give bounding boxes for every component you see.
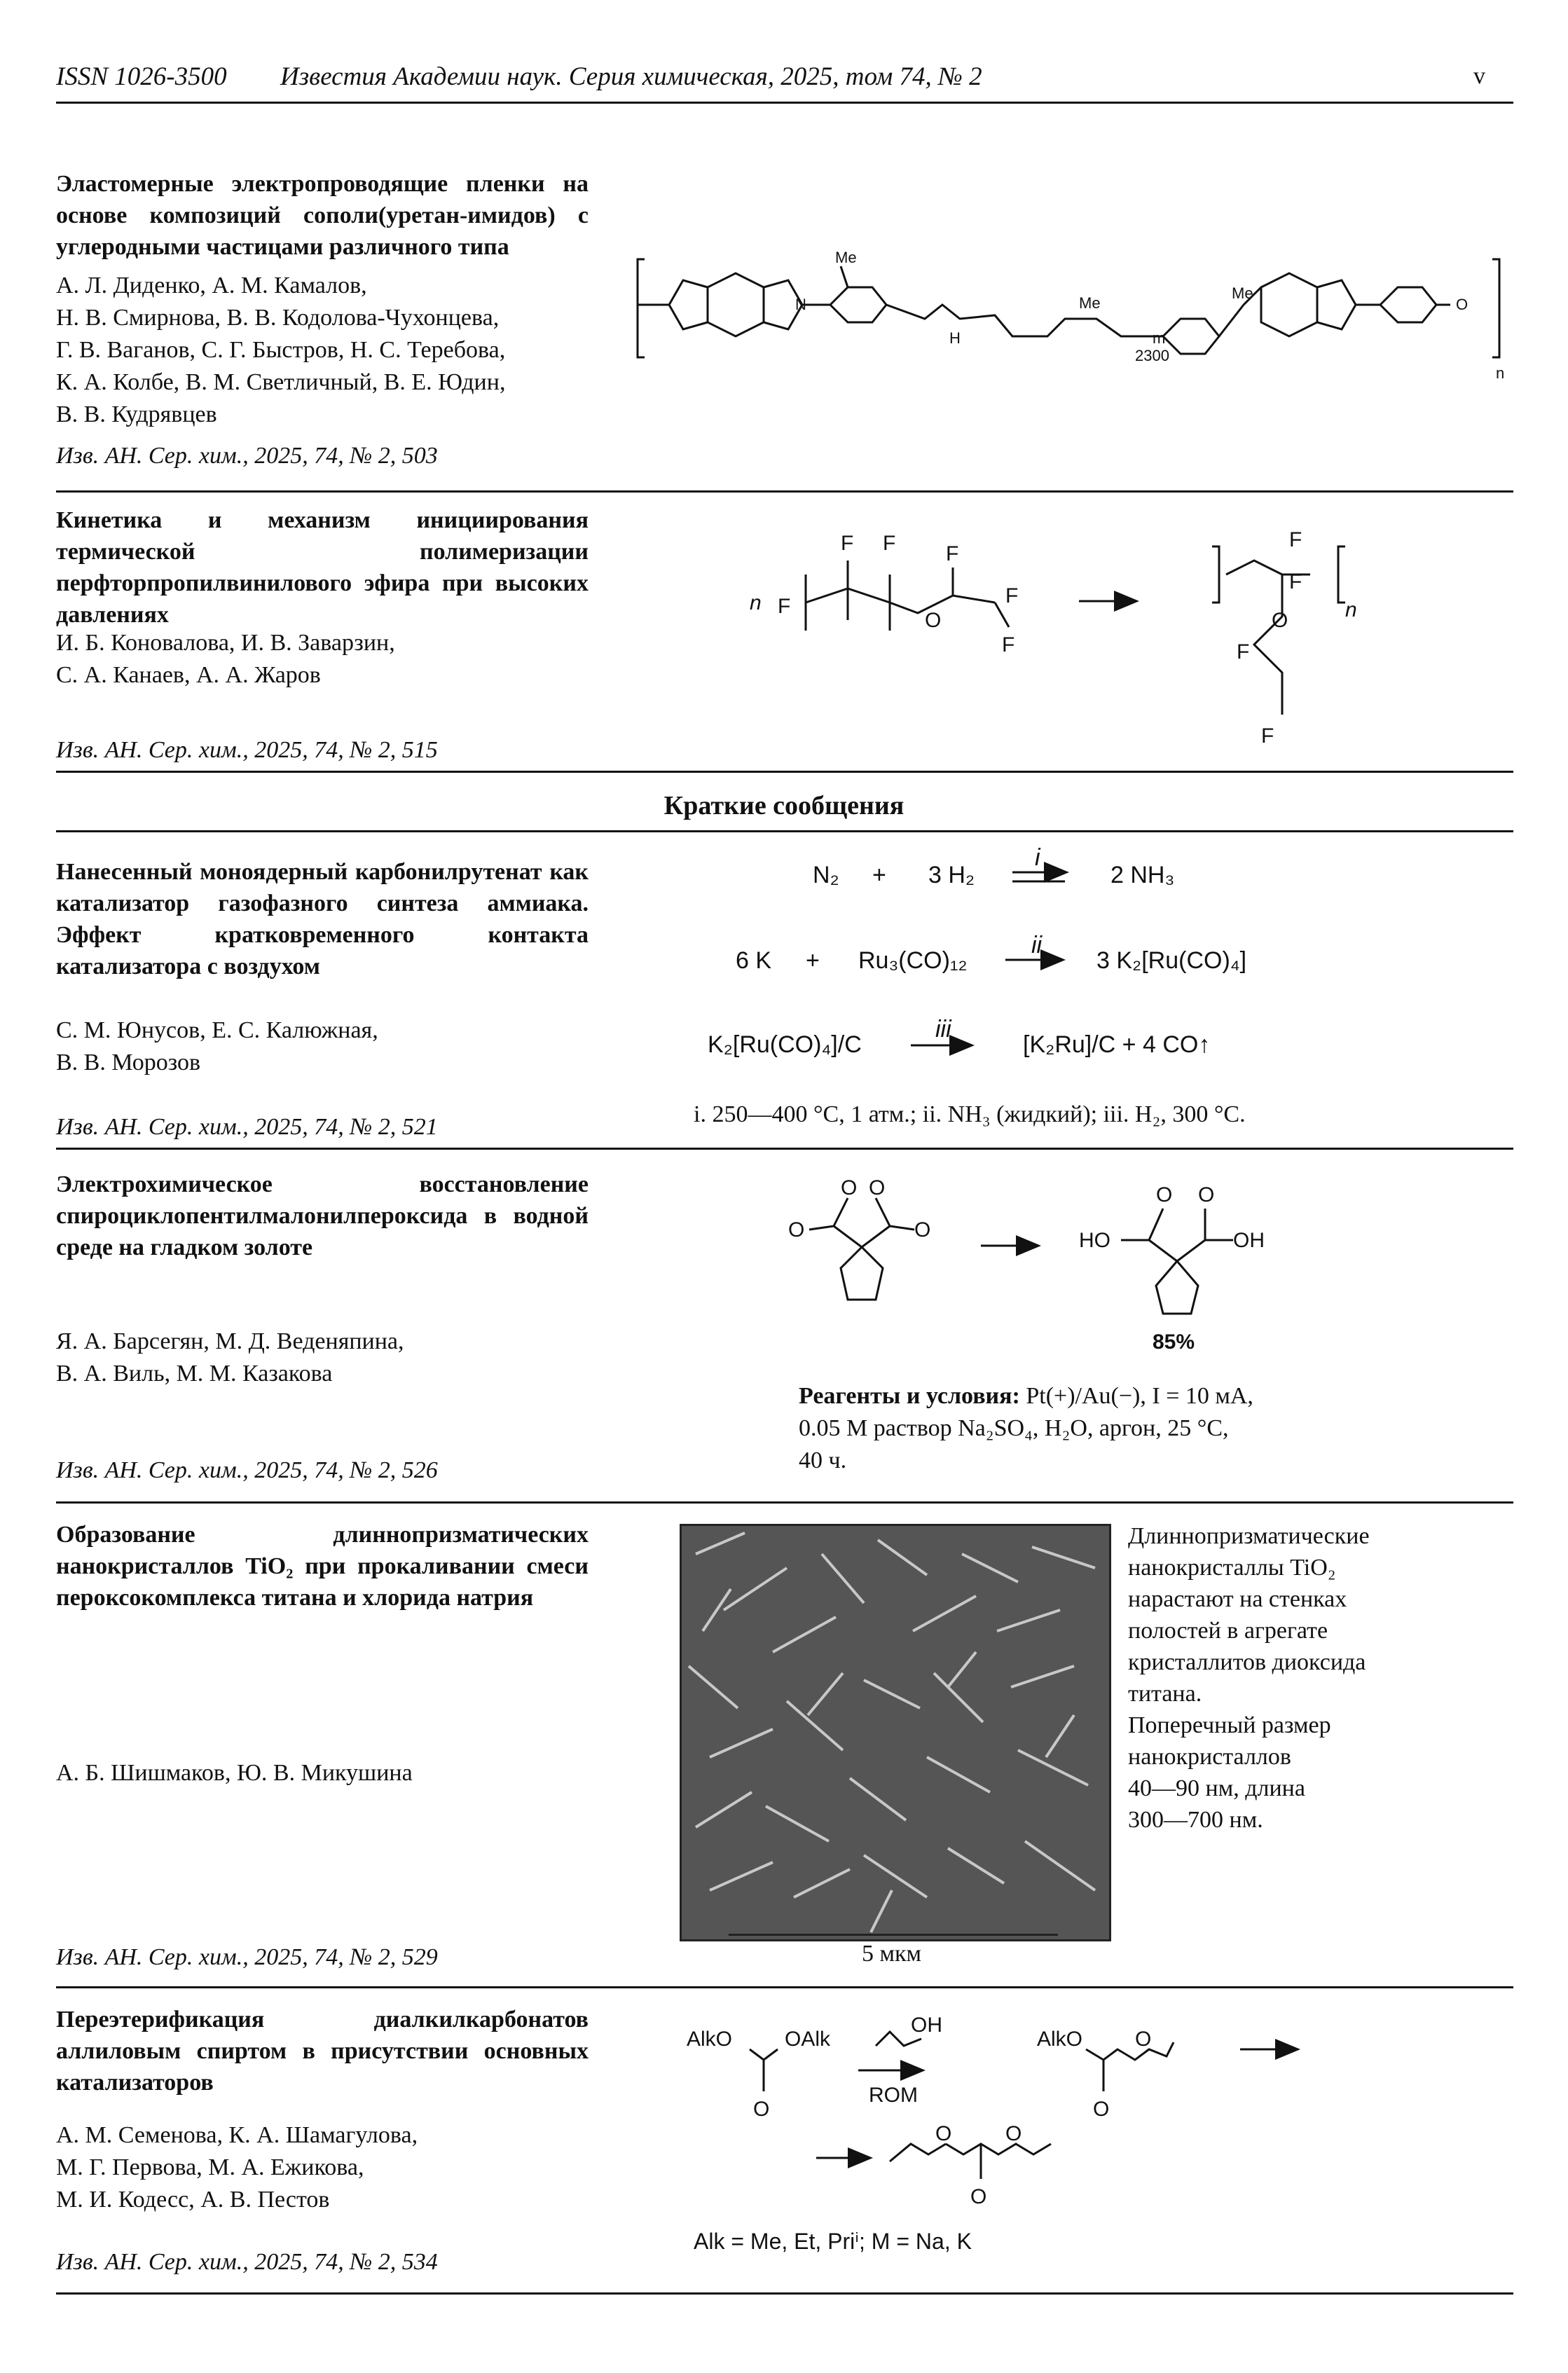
entry-authors bbox=[56, 1326, 610, 1390]
svg-text:6 K: 6 K bbox=[736, 947, 772, 974]
svg-text:O: O bbox=[925, 609, 942, 632]
scale-bar bbox=[729, 1934, 1058, 1936]
author-line: С. М. Юнусов, Е. С. Калюжная, bbox=[56, 1017, 378, 1043]
svg-text:Ru₃(CO)₁₂: Ru₃(CO)₁₂ bbox=[858, 947, 968, 974]
svg-text:AlkO: AlkO bbox=[687, 2028, 733, 2051]
svg-text:K₂[Ru(CO)₄]/C: K₂[Ru(CO)₄]/C bbox=[708, 1031, 862, 1058]
svg-text:O: O bbox=[841, 1176, 858, 1199]
entry-title: Эластомерные электропроводящие пленки на основе композиций сополи(уретан-имидов) с углеродными частицами различного типа bbox=[56, 171, 589, 260]
separator bbox=[56, 490, 1513, 493]
svg-text:O: O bbox=[753, 2098, 770, 2121]
svg-text:O: O bbox=[1156, 1183, 1173, 1206]
svg-text:O: O bbox=[970, 2185, 987, 2208]
entry-citation: Изв. АН. Сер. хим., 2025, 74, № 2, 526 bbox=[56, 1457, 438, 1483]
svg-text:AlkO: AlkO bbox=[1037, 2028, 1083, 2051]
svg-text:O: O bbox=[1093, 2098, 1110, 2121]
svg-text:+: + bbox=[872, 862, 886, 888]
author-line: Н. В. Смирнова, В. В. Кодолова-Чухонцева, bbox=[56, 305, 500, 331]
separator bbox=[56, 830, 1513, 832]
entry-title: Кинетика и механизм инициирования термической полимеризации перфторпропилвинилового эфира при высоких давлениях bbox=[56, 507, 589, 628]
svg-text:F: F bbox=[883, 532, 896, 555]
polyimide-structure bbox=[631, 245, 1513, 406]
svg-text:F: F bbox=[1005, 584, 1019, 607]
entry-title: Электрохимическое восстановление спироциклопентилмалонилпероксида в водной среде на гладком золоте bbox=[56, 1171, 589, 1260]
separator bbox=[56, 1986, 1513, 1988]
svg-text:F: F bbox=[841, 532, 854, 555]
svg-text:3 K₂[Ru(CO)₄]: 3 K₂[Ru(CO)₄] bbox=[1096, 947, 1247, 974]
svg-text:i: i bbox=[1035, 844, 1040, 871]
index-n: n bbox=[750, 591, 762, 614]
author-line: А. Л. Диденко, А. М. Камалов, bbox=[56, 273, 367, 298]
yield: 85% bbox=[1153, 1330, 1195, 1352]
issn: ISSN 1026-3500 bbox=[56, 62, 227, 91]
me-label: Me bbox=[1232, 284, 1253, 302]
journal-title: Известия Академии наук. Серия химическая, 2025, том 74, № 2 bbox=[280, 62, 982, 91]
author-line: В. В. Кудрявцев bbox=[56, 401, 217, 427]
entry-citation: Изв. АН. Сер. хим., 2025, 74, № 2, 515 bbox=[56, 737, 438, 763]
header-rule bbox=[56, 102, 1513, 104]
section-title: Краткие сообщения bbox=[663, 791, 905, 820]
entry-title: Образование длиннопризматических нанокристаллов TiO₂ при прокаливании смеси пероксокомплекса титана и хлорида натрия bbox=[56, 1522, 589, 1611]
svg-text:O: O bbox=[1005, 2122, 1022, 2145]
peroxide-reduction-scheme bbox=[771, 1163, 1331, 1352]
svg-text:O: O bbox=[1135, 2028, 1152, 2051]
author-line: Я. А. Барсегян, М. Д. Веденяпина, bbox=[56, 1328, 404, 1354]
svg-text:ii: ii bbox=[1031, 932, 1043, 958]
author-line: А. М. Семенова, К. А. Шамагулова, bbox=[56, 2122, 418, 2148]
reaction-conditions: i. 250—400 °C, 1 атм.; ii. NH₃ (жидкий); iii. H₂, 300 °C. bbox=[694, 1101, 1246, 1127]
author-line: К. А. Колбе, В. М. Светличный, В. Е. Юдин, bbox=[56, 369, 506, 395]
sem-micrograph bbox=[680, 1524, 1111, 1941]
reaction-conditions: Реагенты и условия: Pt(+)/Au(−), I = 10 мА, 0.05 M раствор Na₂SO₄, H₂O, аргон, 25 °C, 40 ч. bbox=[799, 1383, 1253, 1473]
svg-text:HO: HO bbox=[1079, 1229, 1110, 1252]
author-line: В. А. Виль, М. М. Казакова bbox=[56, 1361, 333, 1387]
me-label: Me bbox=[835, 249, 857, 266]
entry-citation: Изв. АН. Сер. хим., 2025, 74, № 2, 534 bbox=[56, 2249, 438, 2275]
index-m: m bbox=[1153, 329, 1166, 347]
scale-label: 5 мкм bbox=[862, 1941, 922, 1967]
perfluorovinylether-scheme bbox=[729, 518, 1429, 771]
index-2300: 2300 bbox=[1135, 347, 1169, 364]
svg-text:2 NH₃: 2 NH₃ bbox=[1110, 862, 1175, 888]
svg-text:+: + bbox=[806, 947, 820, 974]
svg-text:O: O bbox=[914, 1218, 931, 1241]
author-line: М. Г. Первова, М. А. Ежикова, bbox=[56, 2154, 364, 2180]
index-n: n bbox=[1345, 598, 1357, 621]
entry-title: Нанесенный моноядерный карбонилрутенат как катализатор газофазного синтеза аммиака. Эффект кратковременного контакта катализатора с воздухом bbox=[56, 859, 589, 979]
svg-text:F: F bbox=[1289, 570, 1302, 593]
svg-text:OH: OH bbox=[911, 2014, 942, 2037]
author-line: Г. В. Ваганов, С. Г. Быстров, Н. С. Теребова, bbox=[56, 337, 506, 363]
author-line: С. А. Канаев, А. А. Жаров bbox=[56, 662, 321, 688]
svg-text:[K₂Ru]/C + 4 CO↑: [K₂Ru]/C + 4 CO↑ bbox=[1023, 1031, 1211, 1058]
separator bbox=[56, 1148, 1513, 1150]
svg-text:O: O bbox=[788, 1218, 805, 1241]
svg-text:N₂: N₂ bbox=[813, 862, 839, 888]
index-n: n bbox=[1496, 364, 1505, 382]
entry-citation: Изв. АН. Сер. хим., 2025, 74, № 2, 521 bbox=[56, 1114, 438, 1140]
svg-text:O: O bbox=[1272, 609, 1288, 632]
entry-authors bbox=[56, 1757, 610, 1789]
entry-title: Переэтерификация диалкилкарбонатов аллиловым спиртом в присутствии основных катализаторов bbox=[56, 2007, 589, 2096]
transesterification-scheme bbox=[687, 2004, 1492, 2263]
figure-caption: Длиннопризматические нанокристаллы TiO₂ нарастают на стенках полостей в агрегате кристаллитов диоксида титана. Поперечный размер нанокристаллов 40—90 нм, длина 300—700 нм. bbox=[1128, 1523, 1370, 1833]
author-line: В. В. Морозов bbox=[56, 1050, 201, 1075]
svg-text:F: F bbox=[946, 542, 959, 565]
separator bbox=[56, 2292, 1513, 2295]
atom-N: N bbox=[795, 296, 806, 313]
entry-authors bbox=[56, 1014, 610, 1079]
entry-authors bbox=[56, 2119, 610, 2216]
atom-O: O bbox=[1456, 296, 1469, 313]
svg-text:3 H₂: 3 H₂ bbox=[928, 862, 975, 888]
page-number: v bbox=[1473, 63, 1485, 89]
author-line: М. И. Кодесс, А. В. Пестов bbox=[56, 2187, 330, 2213]
separator bbox=[56, 1501, 1513, 1504]
svg-text:F: F bbox=[1289, 528, 1302, 551]
svg-text:F: F bbox=[1002, 633, 1015, 656]
svg-text:ROM: ROM bbox=[869, 2084, 918, 2107]
svg-text:F: F bbox=[1261, 724, 1274, 748]
svg-text:OH: OH bbox=[1233, 1229, 1265, 1252]
svg-text:F: F bbox=[1237, 640, 1250, 663]
svg-text:O: O bbox=[1198, 1183, 1215, 1206]
svg-text:O: O bbox=[935, 2122, 952, 2145]
svg-text:F: F bbox=[778, 595, 791, 618]
atom-H: H bbox=[949, 329, 961, 347]
svg-text:iii: iii bbox=[935, 1016, 951, 1043]
alk-footnote: Alk = Me, Et, Priⁱ; M = Na, K bbox=[694, 2229, 972, 2254]
ammonia-reactions bbox=[694, 841, 1464, 1100]
entry-authors bbox=[56, 270, 610, 431]
svg-text:OAlk: OAlk bbox=[785, 2028, 831, 2051]
svg-text:O: O bbox=[869, 1176, 886, 1199]
entry-citation: Изв. АН. Сер. хим., 2025, 74, № 2, 503 bbox=[56, 443, 438, 469]
separator bbox=[56, 771, 1513, 773]
author-line: И. Б. Коновалова, И. В. Заварзин, bbox=[56, 630, 395, 656]
author-line: А. Б. Шишмаков, Ю. В. Микушина bbox=[56, 1760, 413, 1786]
entry-authors bbox=[56, 627, 610, 692]
entry-citation: Изв. АН. Сер. хим., 2025, 74, № 2, 529 bbox=[56, 1944, 438, 1970]
me-label: Me bbox=[1079, 294, 1101, 312]
